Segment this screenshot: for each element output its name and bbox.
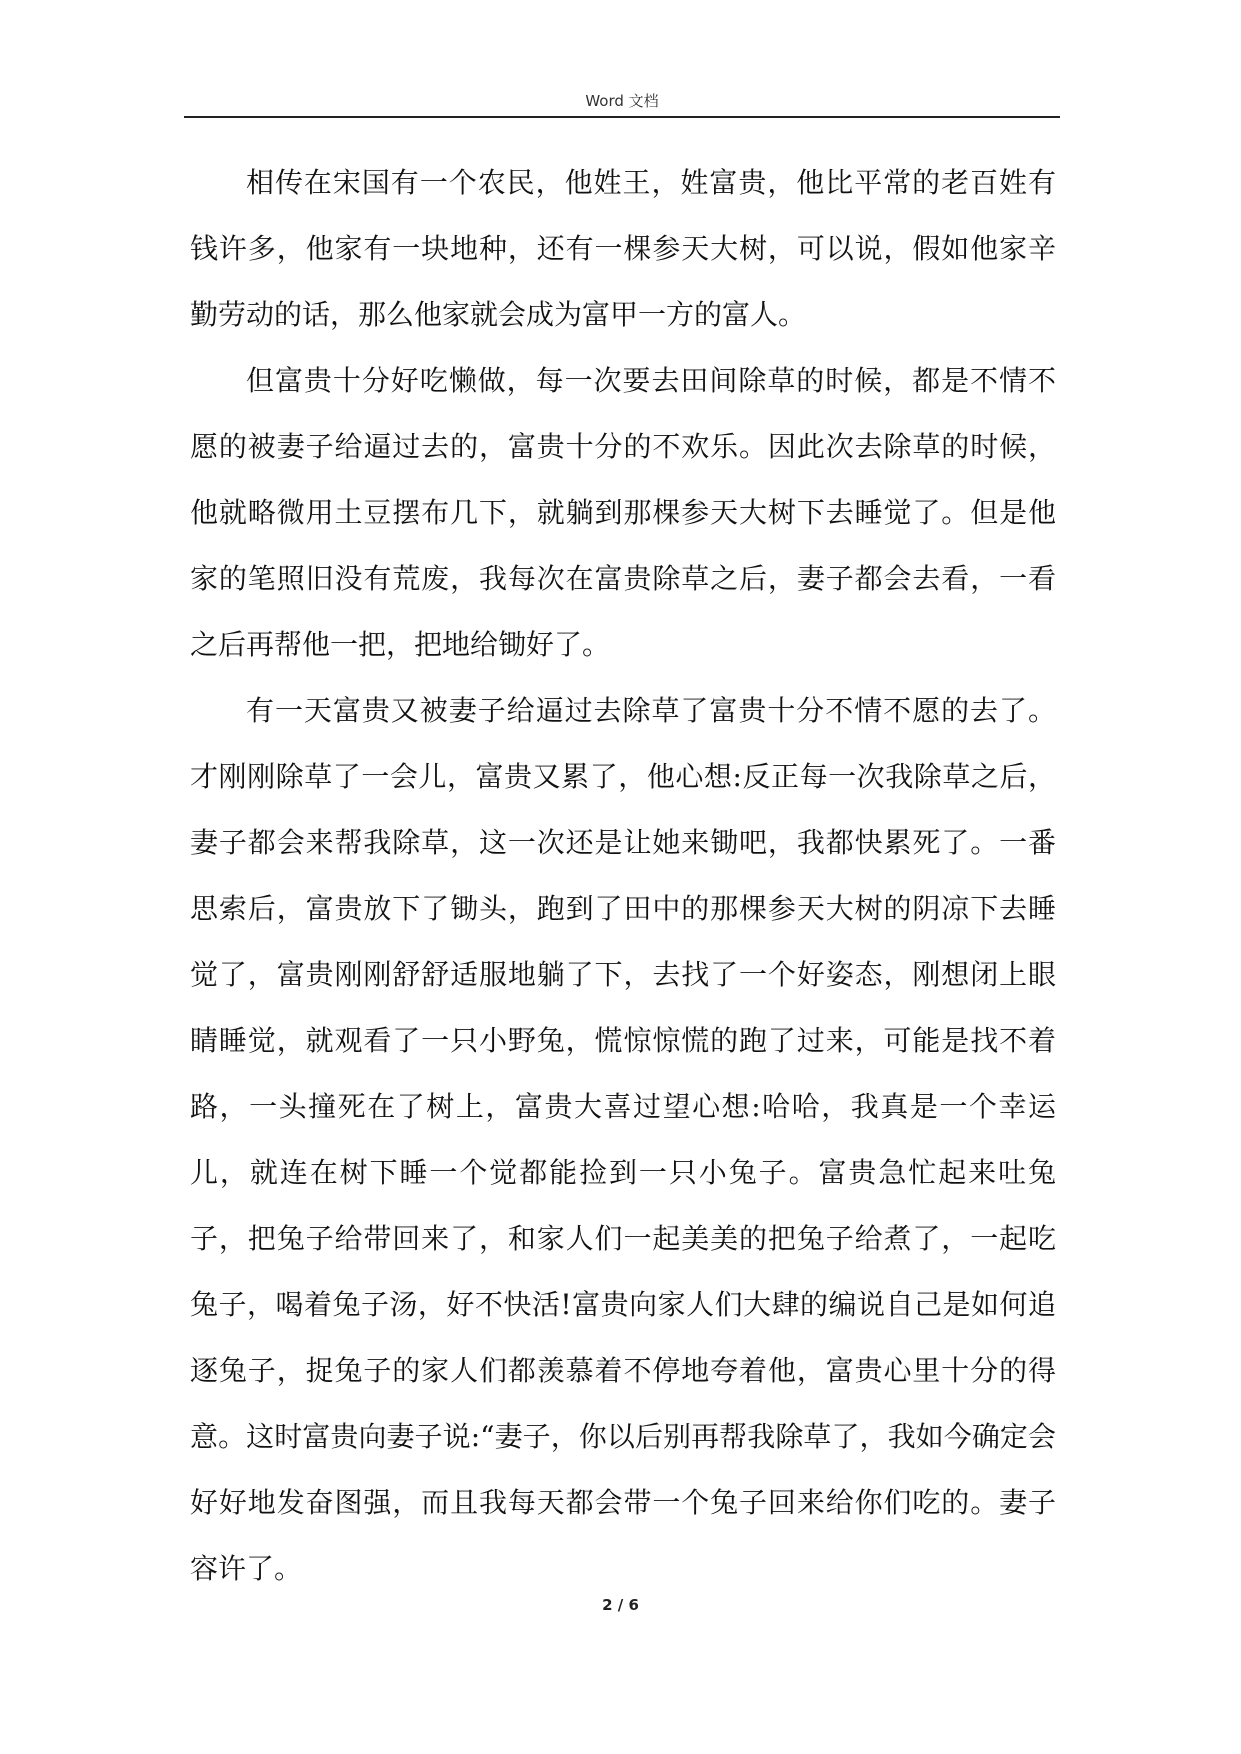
paragraph-2: 但富贵十分好吃懒做，每一次要去田间除草的时候，都是不情不愿的被妻子给逼过去的，富贵十分的不欢乐。因此次去除草的时候，他就略微用土豆摆布几下，就躺到那棵参天大树下去睡觉了。但是他家的笔照旧没有荒废，我每次在富贵除草之后，妻子都会去看，一看之后再帮他一把，把地给锄好了。 — [190, 364, 1056, 661]
header-divider — [184, 116, 1060, 118]
page-header: Word 文档 — [585, 92, 659, 110]
paragraph-3: 有一天富贵又被妻子给逼过去除草了富贵十分不情不愿的去了。才刚刚除草了一会儿，富贵又累了，他心想:反正每一次我除草之后，妻子都会来帮我除草，这一次还是让她来锄吧，我都快累死了。一番思索后，富贵放下了锄头，跑到了田中的那棵参天大树的阴凉下去睡觉了，富贵刚刚舒舒适服地躺了下，去找了一个好姿态，刚想闭上眼睛睡觉，就观看了一只小野兔，慌惊惊慌的跑了过来，可能是找不着路，一头撞死在了树上，富贵大喜过望心想:哈哈，我真是一个幸运儿，就连在树下睡一个觉都能捡到一只小兔子。富贵急忙起来吐兔子，把兔子给带回来了，和家人们一起美美的把兔子给煮了，一起吃兔子，喝着兔子汤，好不快活!富贵向家人们大肆的编说自己是如何追逐兔子，捉兔子的家人们都羡慕着不停地夸着他，富贵心里十分的得意。这时富贵向妻子说:“妻子，你以后别再帮我除草了，我如今确定会好好地发奋图强，而且我每天都会带一个兔子回来给你们吃的。妻子容许了。 — [190, 694, 1056, 1585]
paragraph-1: 相传在宋国有一个农民，他姓王，姓富贵，他比平常的老百姓有钱许多，他家有一块地种，还有一棵参天大树，可以说，假如他家辛勤劳动的话，那么他家就会成为富甲一方的富人。 — [190, 166, 1056, 331]
page-number: 2 / 6 — [602, 1596, 639, 1614]
document-body — [190, 150, 1056, 1602]
